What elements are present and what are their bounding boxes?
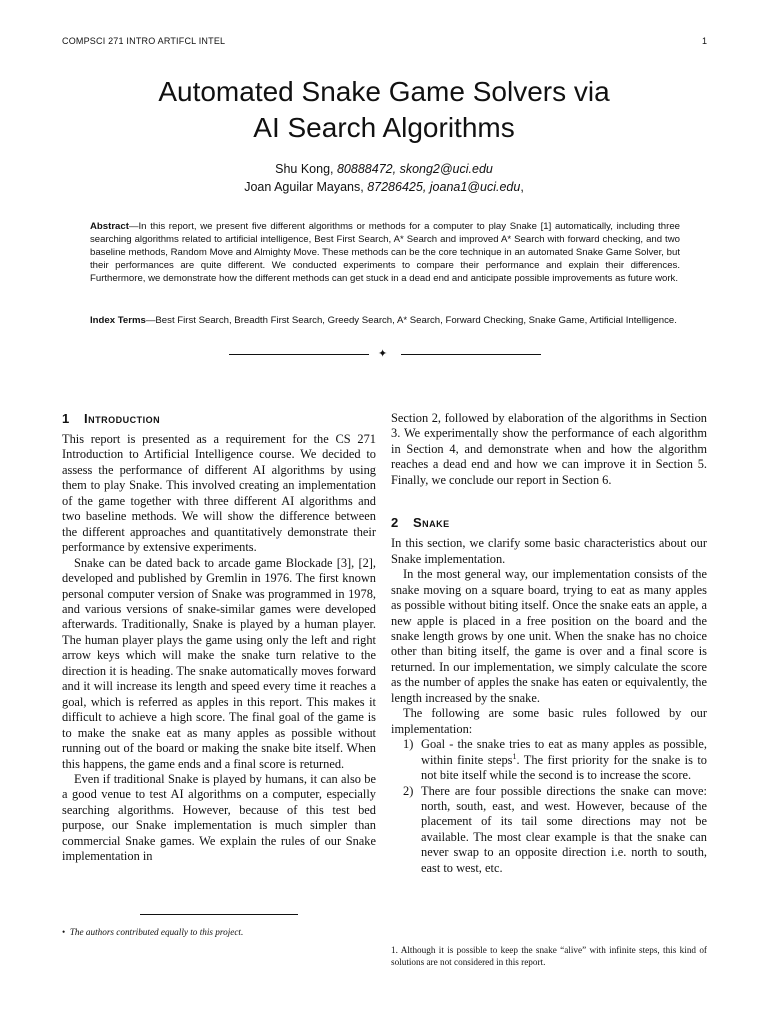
author-email[interactable]: skong2@uci.edu bbox=[399, 162, 493, 176]
bullet-icon: • bbox=[62, 927, 70, 937]
index-terms bbox=[90, 314, 680, 327]
index-terms-label: Index Terms bbox=[90, 315, 146, 326]
author-id: 80888472 bbox=[336, 162, 393, 176]
rule-text: There are four possible directions the snake can move: north, south, east, and west. However, because of the placement of its tail some directions may not be available. The most clear example is that the snake can never swap to an opposite direction i.e. north to south, east to west, etc. bbox=[421, 783, 707, 875]
footnote-rule bbox=[140, 914, 298, 915]
intro-paragraph-2: Snake can be dated back to arcade game Blockade [3], [2], developed and published by Gremlin in 1976. The first known personal computer version of Snake was programmed in 1978, and various versions of snake-similar games were developed afterwards. Traditionally, Snake is played by a human player. The human player plays the game using only the left and right arrow keys which will make the snake turn relative to the direction it is heading. The snake automatically moves forward and it will increase its length and speed every time it reaches a goal, which is referred as apples in this report. This makes it difficult to achieve a high score. The final goal of the game is to make the snake eat as many apples as possible without running out of the board or making the snake bite itself. When this happens, the game ends and a final score is returned. bbox=[62, 555, 376, 771]
section-number: 2 bbox=[391, 515, 399, 531]
abstract-label: Abstract bbox=[90, 221, 129, 232]
abstract-text: —In this report, we present five different algorithms or methods for a computer to play Snake [1] automatically, including three searching algorithms related to artificial intelligence, Best First Search, A* Search and improved A* Search with forward checking, and two baseline methods, Random Move and Almighty Move. These methods can be the core technique in an automated Snake Game Solver, but their performances are quite different. We conducted experiments to compare their performance and explain their differences. Furthermore, we demonstrate how the different methods can get stuck in a dead end and anticipate possible improvements as future work. bbox=[90, 221, 680, 284]
section-heading-introduction bbox=[62, 410, 376, 427]
section-heading-snake bbox=[391, 514, 707, 531]
section-title: Introduction bbox=[84, 411, 161, 426]
author-footnote-text: The authors contributed equally to this project. bbox=[69, 927, 244, 937]
title-line-2: AI Search Algorithms bbox=[253, 112, 515, 143]
author-2: Joan Aguilar Mayans, 87286425, joana1@uci.edu, bbox=[244, 180, 524, 194]
paper-title bbox=[0, 74, 768, 146]
footnote-marker[interactable]: 1 bbox=[512, 751, 517, 761]
snake-paragraph-2: In the most general way, our implementation consists of the snake moving on a square board, trying to eat as many apples as possible without biting itself. Once the snake eats an apple, a new apple is placed in a free position on the board and the snake length grows by one unit. When the snake has no choice other than biting itself, the game is over and a final score is returned. In our implementation, we simply calculate the score as the number of apples the snake has eaten or equivalently, the length increased by the snake. bbox=[391, 567, 707, 705]
separator-diamond-icon: ✦ bbox=[378, 348, 388, 360]
author-name: Shu Kong, bbox=[275, 162, 337, 176]
index-terms-text: —Best First Search, Breadth First Search, Greedy Search, A* Search, Forward Checking, Snake Game, Artificial Intelligence. bbox=[145, 315, 677, 326]
intro-paragraph-1: This report is presented as a requirement for the CS 271 Introduction to Artificial Intelligence course. We decided to assess the performance of different AI algorithms by using them to play Snake. This involved creating an implementation of the game together with three different AI algorithms and two baseline methods. We will show the difference between the different approaches and quantitatively demonstrate their performance by extensive experiments. bbox=[62, 432, 376, 555]
rules-list bbox=[391, 737, 707, 876]
footnote-1: 1. Although it is possible to keep the snake “alive” with infinite steps, this kind of solutions are not considered in this report. bbox=[391, 945, 707, 967]
author-1: Shu Kong, 80888472, skong2@uci.edu bbox=[275, 162, 493, 176]
list-item bbox=[391, 784, 707, 877]
title-line-1: Automated Snake Game Solvers via bbox=[158, 76, 610, 107]
left-column bbox=[62, 410, 376, 865]
page-number: 1 bbox=[701, 36, 707, 46]
separator-right bbox=[401, 354, 541, 355]
rule-text-cont: . The first priority for the snake is to not bite itself while the second is to increase the score. bbox=[421, 752, 707, 783]
author-email[interactable]: joana1@uci.edu bbox=[429, 180, 521, 194]
section-title: Snake bbox=[413, 515, 450, 531]
author-footnote bbox=[62, 926, 382, 938]
author-id: 87286425 bbox=[367, 180, 423, 194]
separator-left bbox=[229, 354, 369, 355]
section-number: 1 bbox=[62, 411, 70, 426]
author-name: Joan Aguilar Mayans, bbox=[244, 180, 368, 194]
author-trail: , bbox=[520, 180, 524, 194]
snake-paragraph-1: In this section, we clarify some basic characteristics about our Snake implementation. bbox=[391, 536, 707, 566]
rule-text: Goal - the snake tries to eat as many apples as possible, within finite steps bbox=[421, 737, 707, 767]
list-number: 1) bbox=[403, 737, 414, 752]
running-header: COMPSCI 271 INTRO ARTIFCL INTEL bbox=[62, 36, 226, 46]
right-column bbox=[391, 411, 707, 876]
author-list bbox=[0, 160, 768, 196]
list-item bbox=[391, 737, 707, 783]
intro-continuation: Section 2, followed by elaboration of the algorithms in Section 3. We experimentally show the performance of each algorithm in Section 4, and demonstrate when and how the algorithm reaches a dead end and how we can improve it in Section 5. Finally, we conclude our report in Section 6. bbox=[391, 411, 707, 487]
intro-paragraph-3: Even if traditional Snake is played by humans, it can also be a good venue to test AI algorithms on a computer, especially searching algorithms. However, because of this test bed purpose, our Snake implementation is much simpler than commercial Snake games. We explain the rules of our Snake implementation in bbox=[62, 771, 376, 864]
snake-paragraph-3: The following are some basic rules followed by our implementation: bbox=[391, 706, 707, 736]
abstract bbox=[90, 220, 680, 285]
list-number: 2) bbox=[403, 783, 414, 798]
